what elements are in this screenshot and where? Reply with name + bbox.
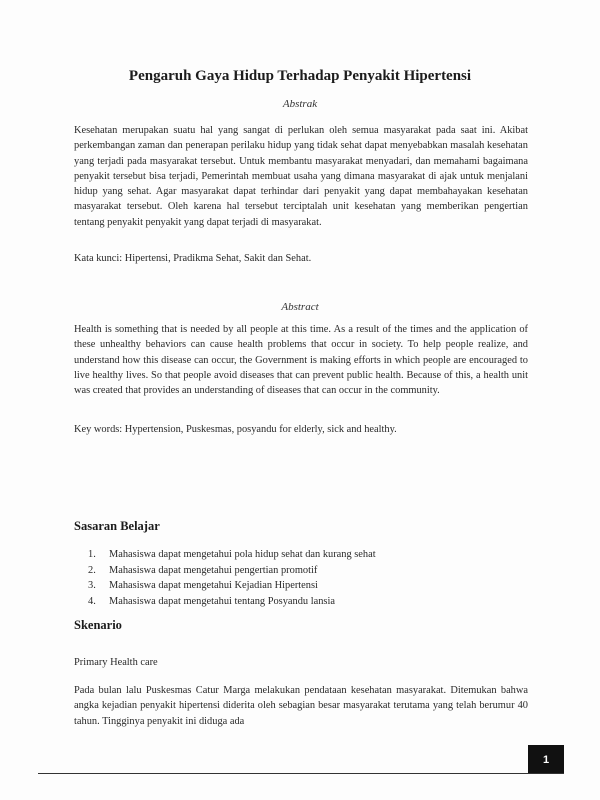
- list-item: [88, 563, 376, 579]
- list-item: [88, 594, 376, 610]
- kata-kunci: Kata kunci: Hipertensi, Pradikma Sehat, Sakit dan Sehat.: [74, 253, 312, 264]
- list-item-number: 1.: [88, 549, 96, 560]
- skenario-paragraph: Pada bulan lalu Puskesmas Catur Marga melakukan pendataan kesehatan masyarakat. Ditemukan bahwa angka kejadian penyakit hipertensi diderita oleh sebagian besar masyarakat terutama yang telah berumur 40 tahun. Tingginya penyakit ini diduga ada: [74, 685, 528, 727]
- list-item: [88, 578, 376, 594]
- key-words: Key words: Hypertension, Puskesmas, posyandu for elderly, sick and healthy.: [74, 424, 397, 435]
- list-item-text: Mahasiswa dapat mengetahui pengertian promotif: [109, 564, 318, 576]
- sasaran-list: [88, 547, 376, 609]
- list-item: [88, 547, 376, 563]
- abstract-paragraph: Health is something that is needed by all people at this time. As a result of the times and the application of these unhealthy behaviors can cause health problems that occur in society. To help people realize, and understand how this disease can occur, the Government is making efforts in which people are encouraged to live healthy lives. So that people avoid diseases that can prevent public health. Because of this, a health unit was created that provides an understanding of diseases that can occur in the community.: [74, 324, 528, 397]
- abstrak-heading: Abstrak: [282, 98, 318, 110]
- sasaran-belajar-heading: Sasaran Belajar: [74, 519, 160, 533]
- list-item-text: Mahasiswa dapat mengetahui pola hidup sehat dan kurang sehat: [109, 549, 376, 560]
- skenario-subheading: Primary Health care: [74, 657, 158, 668]
- abstrak-paragraph: Kesehatan merupakan suatu hal yang sangat di perlukan oleh semua masyarakat pada saat ini. Akibat perkembangan zaman dan penerapan perilaku hidup yang tidak sehat dapat menyebabkan masalah kesehatan yang terjadi pada masyarakat tersebut. Untuk membantu masyarakat menyadari, dan memahami bagaimana penyakit tersebut bisa terjadi, Pemerintah membuat usaha yang dimana masyarakat di ajak untuk menjalani hidup yang sehat. Agar masyarakat dapat terhindar dari penyakit yang dapat membahayakan kesehatan masyarakat tersebut. Oleh karena hal tersebut terciptalah unit kesehatan yang memberikan pengertian tentang penyakit penyakit yang dapat terjadi di masyarakat.: [74, 125, 528, 228]
- list-item-text: Mahasiswa dapat mengetahui tentang Posyandu lansia: [109, 595, 335, 607]
- list-item-text: Mahasiswa dapat mengetahui Kejadian Hipertensi: [109, 580, 318, 591]
- document-title: Pengaruh Gaya Hidup Terhadap Penyakit Hipertensi: [128, 68, 472, 84]
- list-item-number: 2.: [88, 564, 96, 576]
- skenario-heading: Skenario: [74, 618, 122, 632]
- list-item-number: 3.: [88, 580, 96, 591]
- abstract-heading: Abstract: [281, 301, 319, 313]
- list-item-number: 4.: [88, 595, 96, 607]
- page-number: 1: [528, 745, 564, 774]
- footer-divider: [38, 773, 564, 774]
